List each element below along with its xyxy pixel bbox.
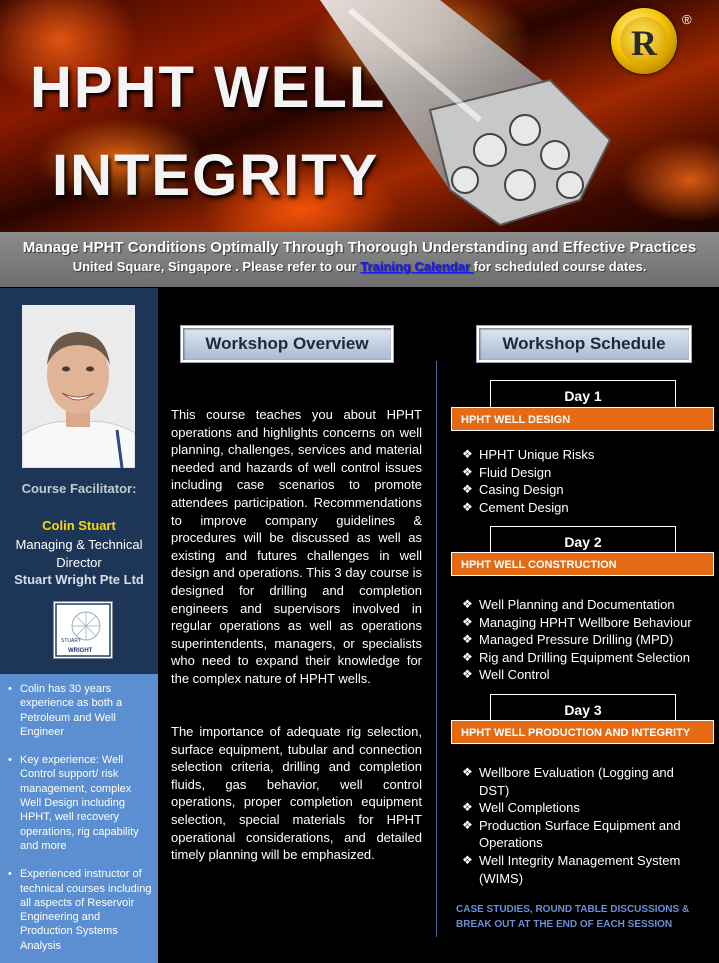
tagline: Manage HPHT Conditions Optimally Through Thorough Understanding and Effective Practices [22,239,697,256]
company-logo [611,8,677,74]
location-line [0,256,719,274]
bio-bullet: • Experienced instructor of technical courses including all aspects of Reservoir Engineering and Production Systems Analysis [8,867,152,953]
day-2-title: HPHT WELL CONSTRUCTION [451,552,714,576]
title-line-1: HPHT WELL [30,55,387,120]
topic-item: ❖ Fluid Design [462,464,707,482]
topic-item: ❖ Production Surface Equipment and Operations [462,817,707,852]
facilitator-role [0,536,158,572]
day-3-title: HPHT WELL PRODUCTION AND INTEGRITY [451,720,714,744]
day-3-topics [462,764,707,887]
topic-item: ❖ Managed Pressure Drilling (MPD) [462,631,707,649]
facilitator-label: Course Facilitator: [21,481,137,496]
stuart-logo-top-text: STUART [61,638,81,644]
day-2-label: Day 2 [490,526,676,555]
topic-item: ❖ Wellbore Evaluation (Logging and DST) [462,764,707,799]
day-1-topics [462,446,707,516]
topic-item: ❖ Cement Design [462,499,707,517]
workshop-overview-heading: Workshop Overview [181,326,393,362]
logo-letter: R [631,23,657,63]
topic-item: ❖ Well Completions [462,799,707,817]
location-suffix: for scheduled course dates. [473,259,647,274]
hero-banner [0,0,719,232]
topic-item: ❖ HPHT Unique Risks [462,446,707,464]
location-prefix: United Square, Singapore . Please refer to our [72,259,361,274]
topic-item: ❖ Managing HPHT Wellbore Behaviour [462,614,707,632]
topic-item: ❖ Casing Design [462,481,707,499]
facilitator-bio [0,674,158,963]
facilitator-role-line-2: Director [56,555,102,570]
overview-paragraph-2: The importance of adequate rig selection, surface equipment, tubular and connection selection criteria, drilling and completion fluids, gas behavior, well control operations, proper completion equipment selection, special materials for HPHT operational considerations, and detailed timely planning will be emphasized. [171,724,422,863]
day-3-label: Day 3 [490,694,676,723]
title-line-2: INTEGRITY [52,143,380,208]
schedule-footer-note: CASE STUDIES, ROUND TABLE DISCUSSIONS & BREAK OUT AT THE END OF EACH SESSION [456,904,690,930]
bio-bullet-list [0,674,158,953]
stuart-logo-bottom-text: WRIGHT [68,648,93,654]
facilitator-role-line-1: Managing & Technical [15,537,143,552]
facilitator-photo [22,305,135,468]
day-1-label: Day 1 [490,380,676,409]
topic-item: ❖ Well Control [462,666,707,684]
topic-item: ❖ Well Integrity Management System (WIMS) [462,852,707,887]
subtitle-bar [0,232,719,287]
topic-item: ❖ Well Planning and Documentation [462,596,707,614]
day-2-topics [462,596,707,684]
facilitator-portrait [22,305,135,468]
overview-paragraph-1: This course teaches you about HPHT operations and highlights concerns on well planning, challenges, services and material needed and hazards of well control issues including case scenarios to promote attendees participation. Recommendations to improve company guidelines & procedures will be discussed as well as existing and futures challenges in well design and operations. This 3 day course is designed for drilling and completion engineers and supervisors involved in regular operations as well as operations superintendents, managers, or specialists who need to expand their knowledge for the complex nature of HPHT wells. [171,407,422,686]
facilitator-name: Colin Stuart [42,518,116,533]
bio-bullet: • Colin has 30 years experience as both a Petroleum and Well Engineer [8,682,152,739]
facilitator-company: Stuart Wright Pte Ltd [14,572,144,587]
topic-item: ❖ Rig and Drilling Equipment Selection [462,649,707,667]
column-divider [436,361,437,937]
day-1-title: HPHT WELL DESIGN [451,407,714,431]
workshop-schedule-heading: Workshop Schedule [477,326,691,362]
stuart-wright-logo [53,601,113,659]
logo-inner-disc [620,17,668,65]
bio-bullet: • Key experience: Well Control support/ risk management, complex Well Design including HPHT, well recovery operations, rig capability and more [8,753,152,853]
registered-mark: ® [682,12,692,27]
training-calendar-link[interactable]: Training Calendar [360,259,474,274]
